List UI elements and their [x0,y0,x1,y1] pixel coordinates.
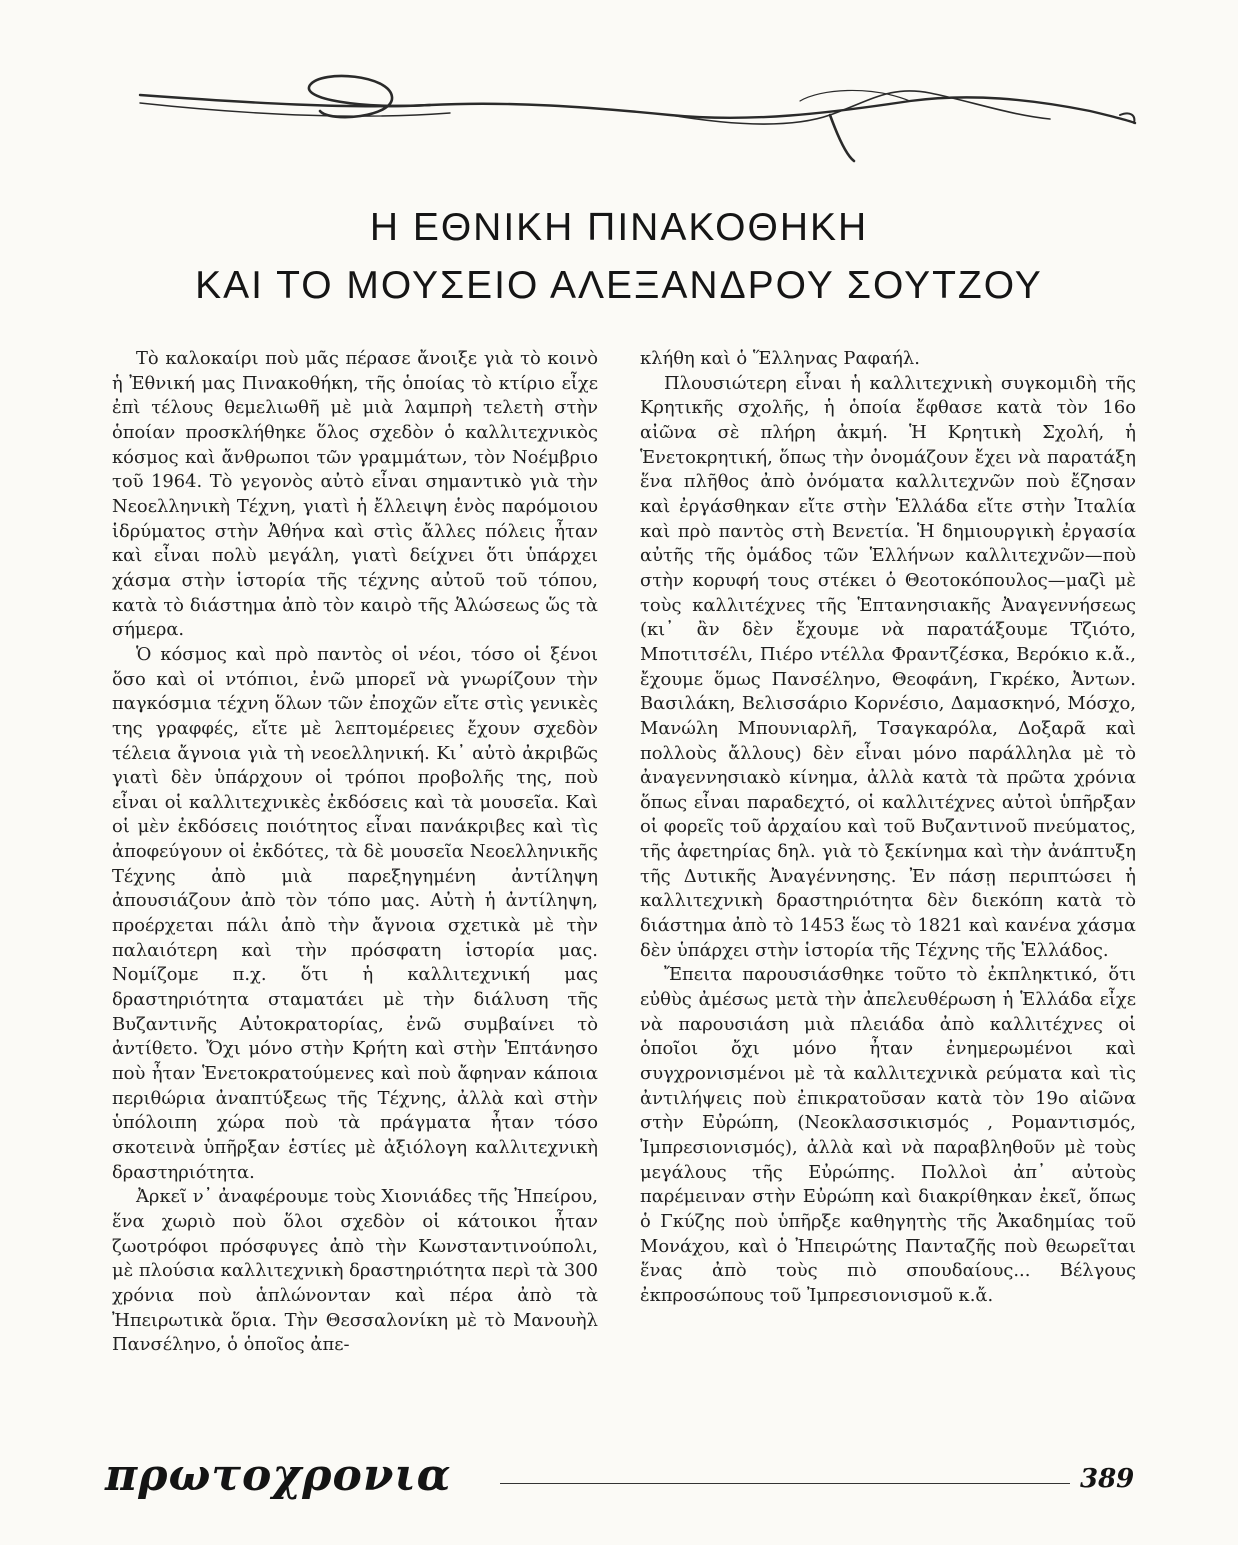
article-title [0,200,1238,314]
right-column [640,347,1136,1309]
title-line-1: Η ΕΘΝΙΚΗ ΠΙΝΑΚΟΘΗΚΗ [369,206,869,249]
paragraph: Ὁ κόσμος καὶ πρὸ παντὸς οἱ νέοι, τόσο οἱ ξένοι ὅσο καὶ οἱ ντόπιοι, ἐνῶ μπορεῖ νὰ γνωρίζουν τὴν παγκόσμια τέχνη ὅλων τῶν ἐποχῶν εἴτε στὶς γενικὲς της γραφφές, εἴτε μὲ λεπτομέρειες ἔχουν σχεδὸν τέλεια ἄγνοια γιὰ τὴ νεοελληνική. Κι᾽ αὐτὸ ἀκριβῶς γιατὶ δὲν ὑπάρχουν οἱ τρόποι προβολῆς της, ποὺ εἶναι οἱ καλλιτεχνικὲς ἐκδόσεις καὶ τὰ μουσεῖα. Καὶ οἱ μὲν ἐκδόσεις ποιότητος εἶναι πανάκριβες καὶ τὶς ἀποφεύγουν οἱ ἐκδότες, τὰ δὲ μουσεῖα Νεοελληνικῆς Τέχνης ἀπὸ μιὰ παρεξηγημένη ἀντίληψη ἀπουσιάζουν ἀπὸ τὸν τόπο μας. Αὐτὴ ἡ ἀντίληψη, προέρχεται πάλι ἀπὸ τὴν ἄγνοια σχετικὰ μὲ τὴν παλαιότερη καὶ τὴν πρόσφατη ἱστορία μας. Νομίζομε π.χ. ὅτι ἡ καλλιτεχνική μας δραστηριότητα σταματάει μὲ τὴν διάλυση τῆς Βυζαντινῆς Αὐτοκρατορίας, ἐνῶ συμβαίνει τὸ ἀντίθετο. Ὄχι μόνο στὴν Κρήτη καὶ στὴν Ἑπτάνησο ποὺ ἦταν Ἑνετοκρατούμενες καὶ ποὺ ἄφηναν κάποια περιθώρια ἀναπτύξεως τῆς Τέχνης, ἀλλὰ καὶ στὴν ὑπόλοιπη χώρα ποὺ τὰ πράγματα ἦταν τόσο σκοτεινὰ ὑπῆρξαν ἑστίες μὲ ἀξιόλογη καλλιτεχνικὴ δραστηριότητα. [112,643,598,1183]
footer-brand: πρωτοχρονια [105,1450,452,1501]
left-column [112,347,598,1358]
flourish-ornament-icon [130,55,1140,165]
footer-rule [500,1483,1070,1484]
title-line-2: ΚΑΙ ΤΟ ΜΟΥΣΕΙΟ ΑΛΕΞΑΝΔΡΟΥ ΣΟΥΤΖΟΥ [195,264,1043,307]
paragraph-continuation: κλήθη καὶ ὁ Ἕλληνας Ραφαήλ. [640,348,920,369]
page-number: 389 [1080,1464,1135,1494]
paragraph: Πλουσιώτερη εἶναι ἡ καλλιτεχνικὴ συγκομιδὴ τῆς Κρητικῆς σχολῆς, ἡ ὁποία ἔφθασε κατὰ τὸν 16ο αἰῶνα σὲ πλήρη ἀκμή. Ἡ Κρητικὴ Σχολή, ἡ Ἑνετοκρητική, ὅπως τὴν ὀνομάζουν ἔχει νὰ παρατάξη ἕνα πλῆθος ἀπὸ ὀνόματα καλλιτεχνῶν ποὺ ἔζησαν καὶ ἐργάσθηκαν εἴτε στὴν Ἑλλάδα εἴτε στὴν Ἰταλία καὶ πρὸ παντὸς στὴ Βενετία. Ἡ δημιουργικὴ ἐργασία αὐτῆς τῆς ὁμάδος τῶν Ἑλλήνων καλλιτεχνῶν—ποὺ στὴν κορυφή τους στέκει ὁ Θεοτοκόπουλος—μαζὶ μὲ τοὺς καλλιτέχνες τῆς Ἑπτανησιακῆς Ἀναγεννήσεως (κι᾽ ἂν δὲν ἔχουμε νὰ παρατάξουμε Τζιότο, Μποτιτσέλι, Πιέρο ντέλλα Φραντζέσκα, Βερόκιο κ.ἄ., ἔχουμε ὅμως Πανσέληνο, Θεοφάνη, Γκρέκο, Ἀντων. Βασιλάκη, Βελισσάριο Κορνέσιο, Δαμασκηνό, Μόσχο, Μανώλη Μπουνιαρλῆ, Τσαγκαρόλα, Δοξαρᾶ καὶ πολλοὺς ἄλλους) δὲν εἶναι μόνο παράλληλα μὲ τὸ ἀναγεννησιακὸ κίνημα, ἀλλὰ κατὰ τὰ πρῶτα χρόνια ὅπως εἶναι παραδεχτό, οἱ καλλιτέχνες αὐτοὶ ὑπῆρξαν οἱ φορεῖς τοῦ ἀρχαίου καὶ τοῦ Βυζαντινοῦ πνεύματος, τῆς ἀφετηρίας δηλ. γιὰ τὸ ξεκίνημα καὶ τὴν ἀνάπτυξη τῆς Δυτικῆς Ἀναγέννησης. Ἐν πάσῃ περιπτώσει ἡ καλλιτεχνικὴ δραστηριότητα δὲν διεκόπη κατὰ τὸ διάστημα ἀπὸ τὸ 1453 ἕως τὸ 1821 καὶ κανένα χάσμα δὲν ὑπάρχει στὴν ἱστορία τῆς Τέχνης τῆς Ἑλλάδος. [640,372,1136,961]
paragraph: Ἔπειτα παρουσιάσθηκε τοῦτο τὸ ἐκπληκτικό, ὅτι εὐθὺς ἀμέσως μετὰ τὴν ἀπελευθέρωση ἡ Ἑλλάδα εἶχε νὰ παρουσιάση μιὰ πλειάδα ἀπὸ καλλιτέχνες οἱ ὁποῖοι ὄχι μόνο ἦταν ἐνημερωμένοι καὶ συγχρονισμένοι μὲ τὰ καλλιτεχνικὰ ρεύματα καὶ τὶς ἀντιλήψεις ποὺ ἐπικρατοῦσαν κατὰ τὸν 19ο αἰῶνα στὴν Εὐρώπη, (Νεοκλασσικισμός , Ρομαντισμός, Ἰμπρεσιονισμός), ἀλλὰ καὶ νὰ παραβληθοῦν μὲ τοὺς μεγάλους τῆς Εὐρώπης. Πολλοὶ ἀπ᾽ αὐτοὺς παρέμειναν στὴν Εὐρώπη καὶ διακρίθηκαν ἐκεῖ, ὅπως ὁ Γκύζης ποὺ ὑπῆρξε καθηγητὴς τῆς Ἀκαδημίας τοῦ Μονάχου, καὶ ὁ Ἠπειρώτης Πανταζῆς ποὺ θεωρεῖται ἕνας ἀπὸ τοὺς πιὸ σπουδαίους... Βέλγους ἐκπροσώπους τοῦ Ἰμπρεσιονισμοῦ κ.ἄ. [640,964,1136,1306]
paragraph: Ἀρκεῖ ν᾽ ἀναφέρουμε τοὺς Χιονιάδες τῆς Ἠπείρου, ἕνα χωριὸ ποὺ ὅλοι σχεδὸν οἱ κάτοικοι ἦταν ζωοτρόφοι πρόσφυγες ἀπὸ τὴν Κωνσταντινούπολι, μὲ πλούσια καλλιτεχνικὴ δραστηριότητα περὶ τὰ 300 χρόνια ποὺ ἁπλώνονταν καὶ πέρα ἀπὸ τὰ Ἠπειρωτικὰ ὅρια. Τὴν Θεσσαλονίκη μὲ τὸ Μανουὴλ Πανσέληνο, ὁ ὁποῖος ἀπε- [112,1186,598,1356]
paragraph: Τὸ καλοκαίρι ποὺ μᾶς πέρασε ἄνοιξε γιὰ τὸ κοινὸ ἡ Ἐθνική μας Πινακοθήκη, τῆς ὁποίας τὸ κτίριο εἶχε ἐπὶ τέλους θεμελιωθῆ μὲ μιὰ λαμπρὴ τελετὴ στὴν ὁποίαν προσκλήθηκε ὅλος σχεδὸν ὁ καλλιτεχνικὸς κόσμος καὶ ἄνθρωποι τῶν γραμμάτων, τὸν Νοέμβριο τοῦ 1964. Τὸ γεγονὸς αὐτὸ εἶναι σημαντικὸ γιὰ τὴν Νεοελληνικὴ Τέχνη, γιατὶ ἡ ἔλλειψη ἑνὸς παρόμοιου ἱδρύματος στὴν Ἀθήνα καὶ στὶς ἄλλες πόλεις ἦταν καὶ εἶναι πολὺ μεγάλη, γιατὶ δείχνει ὅτι ὑπάρχει χάσμα στὴν ἱστορία τῆς τέχνης αὐτοῦ τοῦ τόπου, κατὰ τὸ διάστημα ἀπὸ τὸν καιρὸ τῆς Ἁλώσεως ὥς τὰ σήμερα. [112,348,598,641]
